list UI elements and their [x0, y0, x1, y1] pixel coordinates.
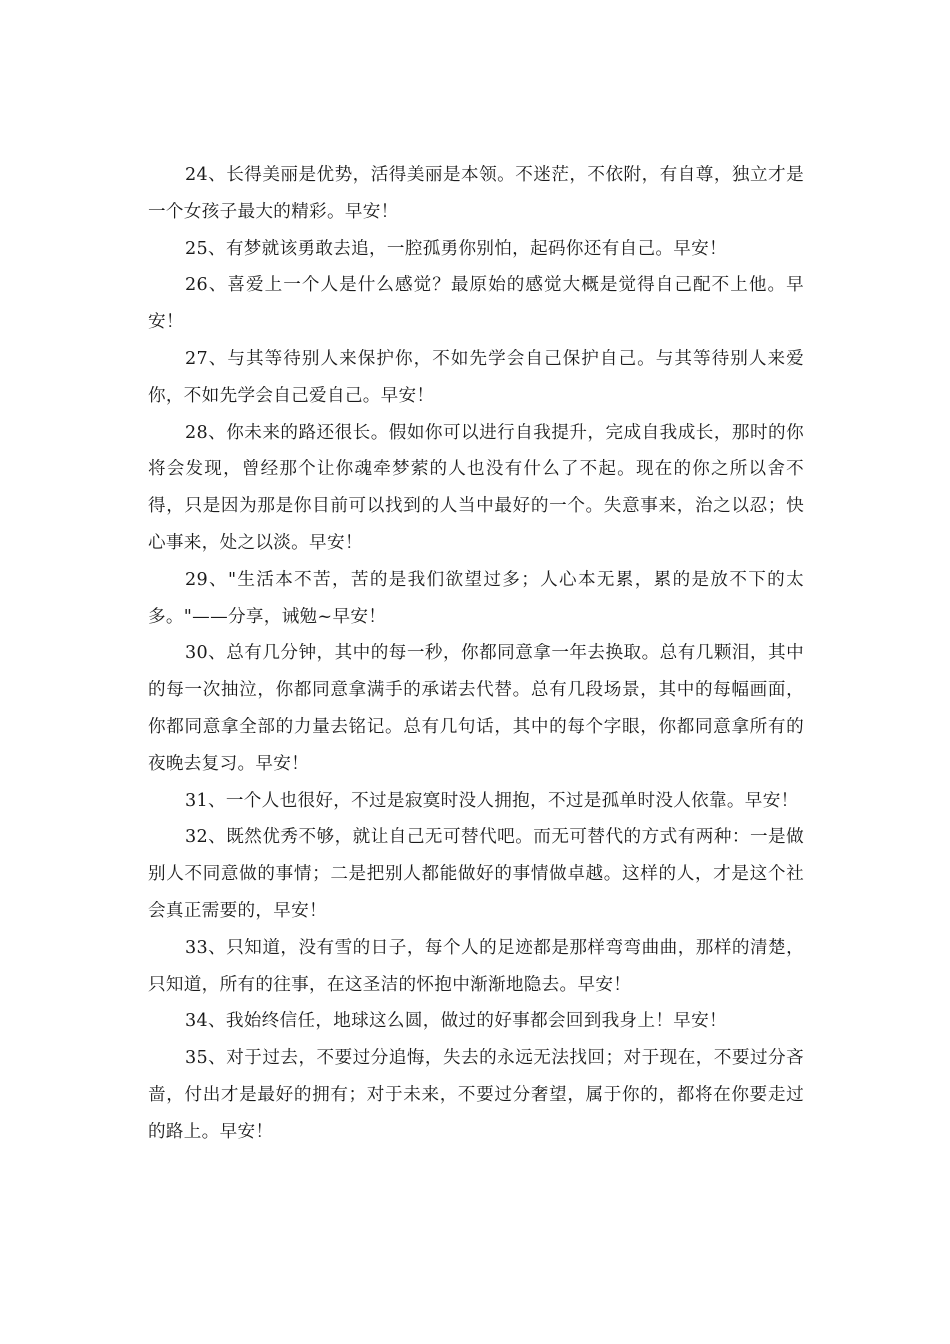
paragraph-34: 34、我始终信任，地球这么圆，做过的好事都会回到我身上！早安！	[185, 1011, 727, 1032]
document-body	[148, 157, 804, 1151]
paragraph-32: 32、既然优秀不够，就让自己无可替代吧。而无可替代的方式有两种：一是做别人不同意做的事情；二是把别人都能做好的事情做卓越。这样的人，才是这个社会真正需要的，早安！	[148, 827, 804, 921]
paragraph-27: 27、与其等待别人来保护你，不如先学会自己保护自己。与其等待别人来爱你，不如先学会自己爱自己。早安！	[148, 348, 804, 406]
paragraph-30: 30、总有几分钟，其中的每一秒，你都同意拿一年去换取。总有几颗泪，其中的每一次抽泣，你都同意拿满手的承诺去代替。总有几段场景，其中的每幅画面，你都同意拿全部的力量去铭记。总有几句话，其中的每个字眼，你都同意拿所有的夜晚去复习。早安！	[148, 643, 804, 774]
paragraph-33: 33、只知道，没有雪的日子，每个人的足迹都是那样弯弯曲曲，那样的清楚，只知道，所有的往事，在这圣洁的怀抱中渐渐地隐去。早安！	[148, 937, 804, 995]
paragraph-29: 29、"生活本不苦，苦的是我们欲望过多；人心本无累，累的是放不下的太多。"——分享，诫勉~早安！	[148, 569, 804, 627]
paragraph-35: 35、对于过去，不要过分追悔，失去的永远无法找回；对于现在，不要过分吝啬，付出才是最好的拥有；对于未来，不要过分奢望，属于你的，都将在你要走过的路上。早安！	[148, 1048, 804, 1142]
paragraph-28: 28、你未来的路还很长。假如你可以进行自我提升，完成自我成长，那时的你将会发现，曾经那个让你魂牵梦萦的人也没有什么了不起。现在的你之所以舍不得，只是因为那是你目前可以找到的人当中最好的一个。失意事来，治之以忍；快心事来，处之以淡。早安！	[148, 422, 804, 553]
paragraph-24: 24、长得美丽是优势，活得美丽是本领。不迷茫，不依附，有自尊，独立才是一个女孩子最大的精彩。早安！	[148, 165, 804, 222]
paragraph-26: 26、喜爱上一个人是什么感觉？最原始的感觉大概是觉得自己配不上他。早安！	[148, 275, 804, 333]
paragraph-25: 25、有梦就该勇敢去追，一腔孤勇你别怕，起码你还有自己。早安！	[185, 238, 727, 259]
paragraph-31: 31、一个人也很好，不过是寂寞时没人拥抱，不过是孤单时没人依靠。早安！	[185, 790, 799, 811]
